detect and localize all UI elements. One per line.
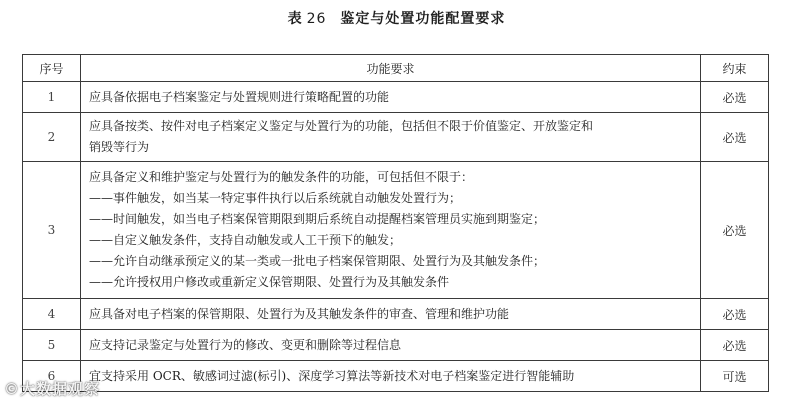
requirement-line: ——事件触发，如当某一特定事件执行以后系统就自动触发处置行为；	[89, 191, 462, 205]
requirement-line: ——时间触发，如当电子档案保管期限到期后系统自动提醒档案管理员实施到期鉴定；	[89, 212, 546, 226]
row-number: 4	[23, 299, 81, 330]
table-row	[23, 82, 769, 113]
row-number: 5	[23, 330, 81, 361]
row-requirement	[81, 330, 701, 361]
row-requirement	[81, 299, 701, 330]
header-no: 序号	[23, 55, 81, 82]
requirement-line: 销毁等行为	[89, 140, 150, 154]
row-requirement	[81, 361, 701, 392]
row-constraint: 可选	[701, 361, 769, 392]
row-number: 1	[23, 82, 81, 113]
table-row	[23, 162, 769, 299]
watermark: ©大数据观察	[4, 380, 101, 398]
table-row	[23, 361, 769, 392]
row-constraint: 必选	[701, 113, 769, 162]
requirement-line: 应具备对电子档案的保管期限、处置行为及其触发条件的审查、管理和维护功能	[89, 306, 510, 321]
row-number: 2	[23, 113, 81, 162]
table-row	[23, 330, 769, 361]
requirement-line: 应具备依据电子档案鉴定与处置规则进行策略配置的功能	[89, 89, 390, 104]
requirement-line: 应具备定义和维护鉴定与处置行为的触发条件的功能，可包括但不限于：	[89, 170, 474, 184]
requirement-line: ——允许自动继承预定义的某一类或一批电子档案保管期限、处置行为及其触发条件；	[89, 254, 546, 268]
row-requirement	[81, 162, 701, 299]
table-row	[23, 113, 769, 162]
table-caption	[0, 8, 793, 30]
caption-number: 26	[306, 11, 327, 27]
requirement-line: ——自定义触发条件，支持自动触发或人工干预下的触发；	[89, 233, 402, 247]
requirements-table	[22, 54, 769, 392]
caption-prefix: 表	[287, 11, 303, 27]
header-requirement: 功能要求	[81, 55, 701, 82]
requirement-line: 应支持记录鉴定与处置行为的修改、变更和删除等过程信息	[89, 337, 402, 352]
row-constraint: 必选	[701, 299, 769, 330]
row-constraint: 必选	[701, 82, 769, 113]
row-number: 3	[23, 162, 81, 299]
row-requirement	[81, 113, 701, 162]
table-row	[23, 299, 769, 330]
row-requirement	[81, 82, 701, 113]
header-constraint: 约束	[701, 55, 769, 82]
requirement-line: 应具备按类、按件对电子档案定义鉴定与处置行为的功能，包括但不限于价值鉴定、开放鉴定和	[89, 119, 594, 133]
row-constraint: 必选	[701, 330, 769, 361]
row-constraint: 必选	[701, 162, 769, 299]
requirement-line: 宜支持采用 OCR、敏感词过滤(标引)、深度学习算法等新技术对电子档案鉴定进行智能辅助	[89, 368, 575, 383]
row-number: 6	[23, 361, 81, 392]
requirement-line: ——允许授权用户修改或重新定义保管期限、处置行为及其触发条件	[89, 275, 450, 289]
table-header-row	[23, 55, 769, 82]
caption-title: 鉴定与处置功能配置要求	[340, 11, 506, 27]
